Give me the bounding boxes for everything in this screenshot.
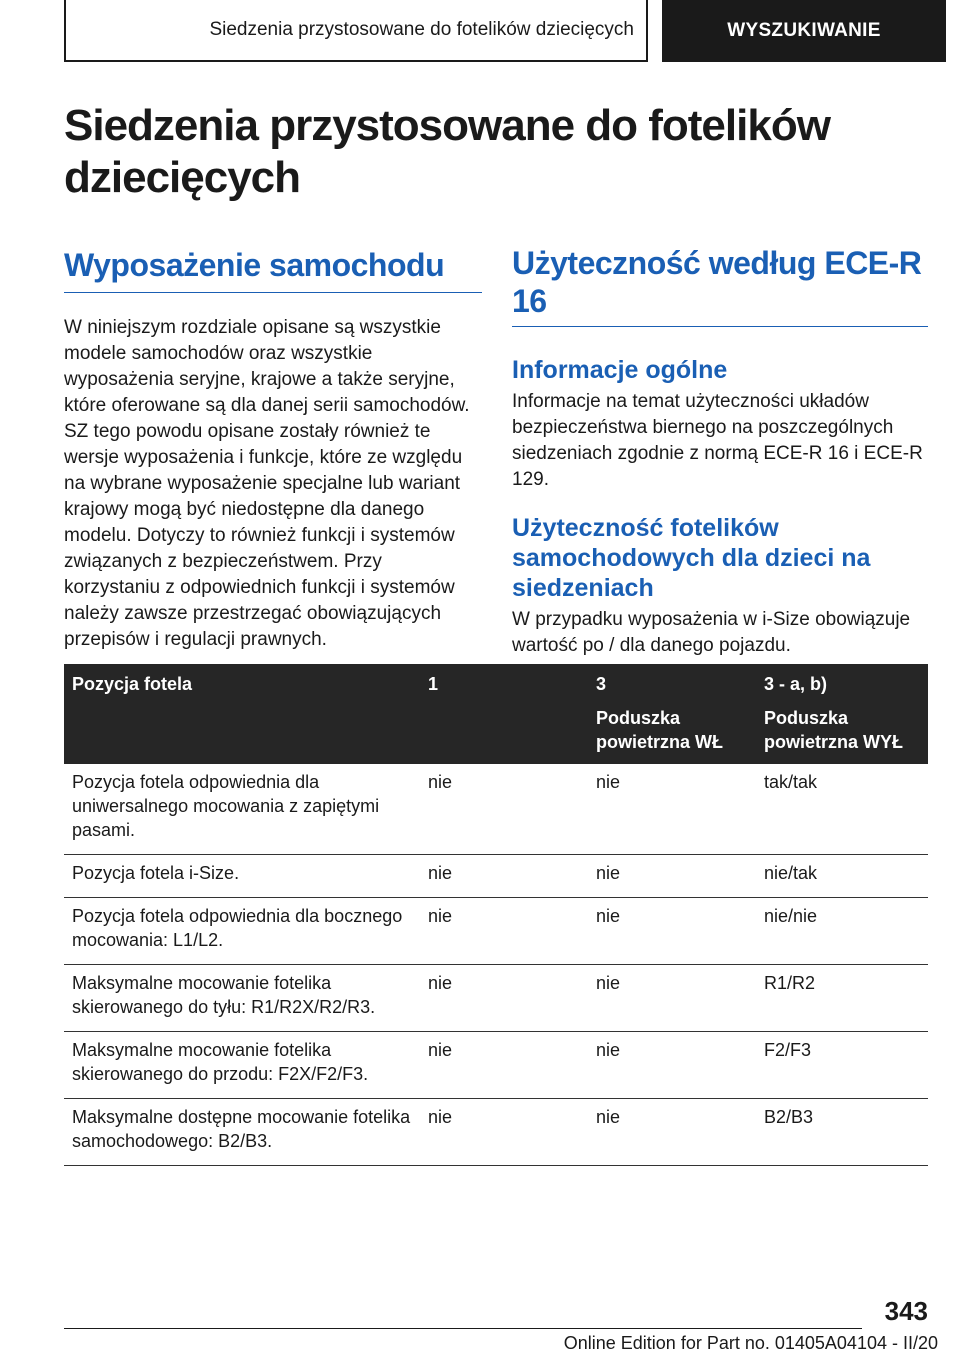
table-cell: B2/B3: [764, 1107, 814, 1127]
equipment-paragraph: W niniejszym rozdziale opisane są wszystkie modele samochodów oraz wszystkie wyposażenia seryjne, krajowe a także seryjne, które oferowane są dla danej serii samochodów. SZ tego powodu opisane zostały również te wersje wyposażenia i funkcje, które ze względu na wybrane wyposażenie specjalne lub wariant krajowy mogą być niedostępne dla danego modelu. Dotyczy to również funkcji i systemów związanych z bezpieczeństwem. Przy korzystaniu z odpowiednich funkcji i systemów należy zawsze przestrzegać obowiązujących przepisów i regulacji prawnych.: [64, 317, 470, 650]
table-row: [64, 1099, 928, 1166]
table-cell: Maksymalne mocowanie fotelika skierowanego do tyłu: R1/R2X/R2/R3.: [72, 973, 376, 1017]
table-header-cell: 1: [428, 674, 439, 694]
table-cell: F2/F3: [764, 1040, 812, 1060]
table-cell: R1/R2: [764, 973, 816, 993]
table-cell: Maksymalne mocowanie fotelika skierowanego do przodu: F2X/F2/F3.: [72, 1040, 369, 1084]
table-cell: nie: [428, 772, 453, 792]
table-cell: nie: [596, 1107, 621, 1127]
table-cell: nie: [428, 863, 453, 883]
table-cell: nie: [596, 1040, 621, 1060]
table-row: [64, 764, 928, 855]
table-header-row: [64, 664, 928, 764]
subheading-general-info: Informacje ogólne: [512, 356, 728, 384]
table-cell: nie: [596, 906, 621, 926]
table-cell: nie: [428, 1107, 453, 1127]
footer-divider: [64, 1328, 862, 1329]
table-row: [64, 965, 928, 1032]
header-section-tab[interactable]: [64, 0, 648, 62]
general-info-paragraph: Informacje na temat użyteczności układów bezpieczeństwa biernego na poszczególnych siedzeniach zgodnie z normą ECE-R 16 i ECE-R 129.: [512, 391, 923, 490]
table-row: [64, 855, 928, 898]
table-cell: nie: [428, 906, 453, 926]
table-cell: Pozycja fotela i-Size.: [72, 863, 240, 883]
table-header-cell: 3 - a, b) Poduszka powietrzna WYŁ: [764, 674, 903, 752]
section-heading-equipment: Wyposażenie samochodu: [64, 244, 482, 293]
table-row: [64, 1032, 928, 1099]
table-cell: nie: [428, 1040, 453, 1060]
table-cell: nie/nie: [764, 906, 818, 926]
seat-usability-table: [64, 664, 928, 1166]
table-cell: Pozycja fotela odpowiednia dla uniwersalnego mocowania z zapiętymi pasami.: [72, 772, 380, 840]
table-cell: Maksymalne dostępne mocowanie fotelika samochodowego: B2/B3.: [72, 1107, 411, 1151]
footer-edition: Online Edition for Part no. 01405A04104 - II/20: [563, 1333, 938, 1353]
section-heading-usability: Użyteczność według ECE-R 16: [512, 244, 928, 327]
search-label: WYSZUKIWANIE: [727, 20, 881, 41]
header-section-title: Siedzenia przystosowane do fotelików dziecięcych: [209, 19, 634, 40]
page-title: Siedzenia przystosowane do fotelików dziecięcych: [64, 101, 830, 202]
table-cell: tak/tak: [764, 772, 818, 792]
table-row: [64, 898, 928, 965]
table-header-cell: 3 Poduszka powietrzna WŁ: [596, 674, 723, 752]
left-column: [64, 244, 482, 653]
right-column: [512, 244, 930, 659]
search-button[interactable]: [662, 0, 946, 62]
table-cell: nie: [596, 973, 621, 993]
table-cell: nie: [596, 772, 621, 792]
table-cell: nie: [596, 863, 621, 883]
subheading-child-seat-usability: Użyteczność fotelików samochodowych dla dzieci na siedzeniach: [512, 514, 871, 602]
table-header-cell: Pozycja fotela: [72, 674, 193, 694]
table-cell: Pozycja fotela odpowiednia dla bocznego mocowania: L1/L2.: [72, 906, 403, 950]
page-number: 343: [884, 1296, 928, 1326]
table-cell: nie: [428, 973, 453, 993]
child-seat-usability-paragraph: W przypadku wyposażenia w i-Size obowiązuje wartość po / dla danego pojazdu.: [512, 609, 911, 656]
table-cell: nie/tak: [764, 863, 818, 883]
